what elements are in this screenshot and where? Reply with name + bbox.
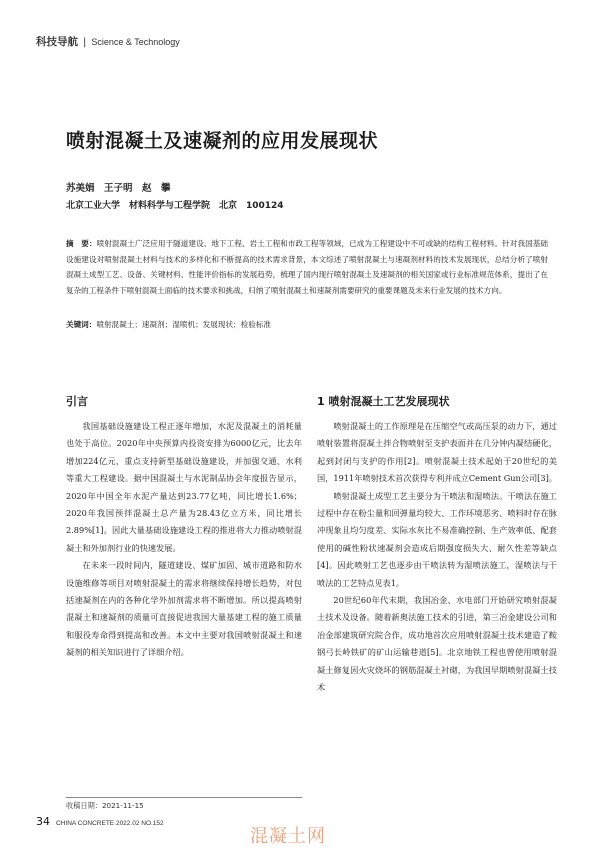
- article-title: 喷射混凝土及速凝剂的应用发展现状: [66, 130, 379, 152]
- page-number: 34: [36, 815, 50, 828]
- section-heading-1: 1 喷射混凝土工艺发展现状: [317, 395, 450, 408]
- section1-paragraph: 20世纪60年代末期，我国冶金、水电部门开始研究喷射混凝土技术及设备。随着新奥法施工技术的引进，第三冶金建设公司和冶金部建筑研究院合作，成功地首次应用喷射混凝土技术建造了鞍钢弓长岭铁矿的矿山运输巷道[5]。北京地铁工程也曾使用喷射混凝土修复因火灾烧坏的钢筋混凝土衬砌，为我国早期喷射混凝土技术: [317, 595, 557, 693]
- right-column: [317, 418, 557, 697]
- journal-info: CHINA CONCRETE 2022.02 NO.152: [56, 820, 164, 827]
- abstract-text: 喷射混凝土广泛应用于隧道建设、地下工程、岩土工程和市政工程等领域，已成为工程建设中不可或缺的结构工程材料。针对我国基础设施建设对喷射混凝土材料与技术的多样化和不断提高的技术需求背景，本文综述了喷射混凝土与速凝剂材料的技术发展现状，总结分析了喷射混凝土成型工艺、设备、关键材料、性能评价指标的发展趋势，梳理了国内现行喷射混凝土及速凝剂的相关国家或行业标准规范体系，提出了在复杂的工程条件下喷射混凝土面临的技术要求和挑战，归纳了喷射混凝土和速凝剂需要研究的重要课题及未来行业发展的技术方向。: [66, 239, 548, 295]
- keywords-label: 关键词：: [66, 320, 97, 329]
- left-column: [66, 418, 302, 662]
- intro-paragraph: 在未来一段时间内，隧道建设、煤矿加固、城市道路和防水设施维修等项目对喷射混凝土的需求将继续保持增长趋势，对包括速凝剂在内的各种化学外加剂需求将不断增加。所以提高喷射混凝土和速凝剂的质量可直接促进我国大量基建工程的施工质量和服役寿命得到提高和改善。本文中主要对我国喷射混凝土和速凝剂的相关知识进行了详细介绍。: [66, 560, 302, 658]
- footnote-divider: [66, 797, 302, 798]
- header-separator: |: [83, 37, 87, 48]
- section-label-en: Science & Technology: [91, 37, 180, 47]
- section1-paragraph: 喷射混凝土的工作原理是在压缩空气或高压泵的动力下，通过喷射装置将混凝土拌合物喷射至支护表面并在几分钟内凝结硬化，起到封闭与支护的作用[2]。喷射混凝土技术起始于20世纪的美国，1911年喷射技术首次获得专利并成立Cement Gun公司[3]。: [317, 421, 557, 484]
- watermark: 混凝土网: [250, 826, 326, 847]
- abstract-label: 摘 要：: [66, 239, 97, 248]
- section1-paragraph: 喷射混凝土成型工艺主要分为干喷法和湿喷法。干喷法在施工过程中存在粉尘量和回弹量均较大、工作环境恶劣、喷料时存在脉冲现象且均匀度差、实际水灰比不易准确控制、生产效率低、配套使用的碱性粉状速凝剂会造成后期强度损失大、耐久性差等缺点[4]。因此喷射工艺也逐步由干喷法转为湿喷法施工，湿喷法与干喷法的工艺特点见表1。: [317, 490, 557, 588]
- authors: 苏美娟 王子明 赵 攀: [66, 183, 171, 194]
- keywords: [66, 319, 548, 330]
- affiliation: 北京工业大学 材料科学与工程学院 北京 100124: [66, 201, 284, 211]
- intro-paragraph: 我国基础设施建设工程正逐年增加，水泥及混凝土的消耗量也处于高位。2020年中央预算内投资安排为6000亿元，比去年增加224亿元，重点支持新型基础设施建设，并加强交通、水利等重大工程建设。据中国混凝土与水泥制品协会年度报告显示，2020年中国全年水泥产量达到23.77亿吨，同比增长1.6%；2020年我国预拌混凝土总产量为28.43亿立方米，同比增长2.89%[1]。因此大量基础设施建设工程的推进将大力推动喷射混凝土和外加剂行业的快速发展。: [66, 421, 302, 553]
- received-date: 收稿日期：2021-11-15: [66, 801, 144, 810]
- section-heading-intro: 引言: [66, 395, 88, 408]
- header-band: [36, 34, 180, 49]
- keywords-text: 喷射混凝土；速凝剂；湿喷机；发展现状；检验标准: [96, 320, 272, 329]
- abstract: [66, 236, 548, 298]
- section-label-cn: 科技导航: [36, 36, 78, 48]
